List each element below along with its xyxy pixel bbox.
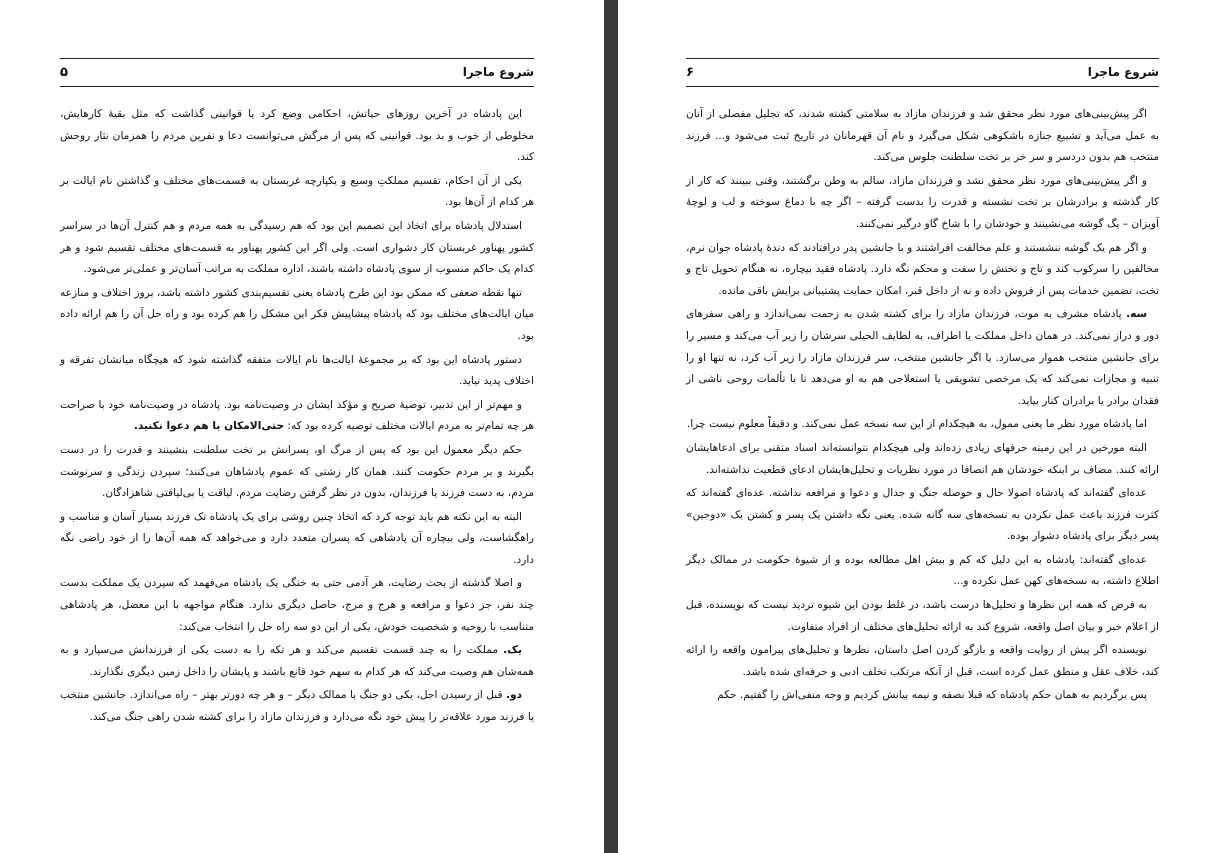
paragraph bbox=[686, 238, 1159, 303]
emphasized-text: سه. bbox=[1126, 308, 1147, 321]
emphasized-text: یک. bbox=[503, 644, 522, 657]
paragraph bbox=[60, 573, 534, 638]
running-title: شروع ماجرا bbox=[462, 65, 534, 79]
paragraph-text: این پادشاه در آخرین روزهای حیاتش، احکامی وضع کرد یا قوانینی گذاشت که مثل بقیهٔ کارهایش، مخلوطی از خوب و بد بود. قوانینی که پس از مرگش می‌توانست دعا و نفرین مردم را همزمان نثار روحش کند. bbox=[60, 108, 534, 164]
paragraph bbox=[60, 395, 534, 438]
page-header bbox=[686, 58, 1159, 85]
page-header bbox=[60, 58, 534, 85]
paragraph-text: حکم دیگر معمول این بود که پس از مرگ او، پسرانش بر تخت سلطنت بنشینند و قدرت را در دست بگیرند و بر مردم حکومت کنند. همان کار زشتی که عموم پادشاهان می‌کنند؛ سپردن زندگی و سرنوشت مردم، به دست فرزند یا فرزندان، بدون در نظر گرفتن رضایت مردم. لیاقت یا بی‌لیاقتی شاهزادگان. bbox=[60, 443, 534, 500]
paragraph bbox=[60, 685, 534, 728]
paragraph bbox=[686, 171, 1159, 236]
paragraph-text: پادشاه مشرف به موت، فرزندان مازاد را برای کشته شدن به زحمت نمی‌اندازد و راهی سفرهای دور و دراز نمی‌کند. در همان داخل مملکت یا اطراف، به لطایف الحیلی سرشان را زیر آب می‌کند و مسیر را برای جانشین منتخب هموار می‌سازد. یا اگر جانشین منتخب، سر فرزندان مازاد را زیر آب کرد، نه تنها او را تنبیه و مجازات نمی‌کند که یک مرخصی تشویقی یا استعلاجی هم به او می‌دهد تا با تألمات روحی ناشی از فقدان برادر یا برادران کنار بیاید. bbox=[686, 308, 1159, 407]
paragraph-text: تنها نقطه ضعفی که ممکن بود این طرح پادشاه یعنی تقسیم‌بندی کشور داشته باشد، بروز اختلاف و منازعه میان ایالت‌های مختلف بود که پادشاه پیشاپیش فکر این مشکل را هم کرده بود و راه حل آن را هم ارائه داده بود. bbox=[60, 286, 534, 342]
paragraph bbox=[60, 283, 534, 348]
paragraph bbox=[60, 216, 534, 281]
paragraph-text: پس برگردیم به همان حکم پادشاه که قبلا نصفه و نیمه بیانش کردیم و وجه منفی‌اش را گفتیم. حکم bbox=[717, 689, 1147, 702]
paragraph-text: یکی از آن احکام، تقسیم مملکتِ وسیع و یکپارچه غربستان به قسمت‌های مختلف و گذاشتن نام ایالت بر هر کدام از آن‌ها بود. bbox=[60, 174, 534, 209]
paragraph bbox=[686, 483, 1159, 548]
paragraph-text: قبل از رسیدن اجل، یکی دو جنگ با ممالک دیگر – و هر چه دورتر بهتر – راه می‌اندازد. جانشین منتخب یا فرزند مورد علاقه‌تر را پیش خود نگه می‌دارد و فرزندان مازاد را برای کشته شدن راهی جنگ می‌کند. bbox=[60, 689, 534, 724]
paragraph-text: اگر پیش‌بینی‌های مورد نظر محقق شد و فرزندان مازاد به سلامتی کشته شدند، که تجلیل مفصلی از آنان به عمل می‌آید و تشییع جنازه باشکوهی شکل می‌گیرد و نام آن قهرمانان در تاریخ ثبت می‌شود و... فرزند منتخب هم بدون دردسر و سر خر بر تخت سلطنت جلوس می‌کند. bbox=[686, 108, 1159, 164]
paragraph-text: و اگر هم یک گوشه ننشستند و علم مخالفت افراشتند و با جانشین پدر درافتادند که دندهٔ پادشاه جوان نرم، مخالفین را سرکوب کند و تاج و تختش را سفت و محکم نگه دارد. پادشاه فقید بیچاره، نه هنگام تحویل تاج و تخت، تضمین خدمات پس از فروش داده و نه از داخل قبر، امکان حمایت پشتیبانی برایش باقی مانده. bbox=[686, 241, 1159, 297]
paragraph bbox=[686, 104, 1159, 169]
paragraph bbox=[686, 438, 1159, 481]
paragraph-text: و اگر پیش‌بینی‌های مورد نظر محقق نشد و فرزندان مازاد، سالم به وطن برگشتند، وقتی ببینند که کار از کار گذشته و برادرشان بر تخت نشسته و قدرت را بدست گرفته – اگر چه با دماغ سوخته و لب و لوچهٔ آویزان – یگ گوشه می‌نشینند و خودشان را با شاخ گاو درگیر نمی‌کنند. bbox=[686, 174, 1159, 230]
paragraph bbox=[60, 507, 534, 572]
page-body bbox=[60, 104, 534, 731]
page-body bbox=[686, 104, 1159, 709]
emphasized-text: دو. bbox=[505, 689, 522, 702]
paragraph-text: عده‌ای گفته‌اند که پادشاه اصولا حال و حوصله جنگ و جدال و دعوا و مرافعه نداشته. عده‌ای گفته‌اند که کثرت فرزند باعث عمل نکردن به نسخه‌های سه گانه شده. یعنی نگه داشتن یک پسر و کشتن یک «دوجین» پسر دیگر برای پادشاه دشوار بوده. bbox=[686, 487, 1159, 543]
paragraph bbox=[686, 595, 1159, 638]
book-gutter bbox=[604, 0, 618, 853]
paragraph bbox=[686, 304, 1159, 412]
paragraph bbox=[60, 640, 534, 683]
paragraph bbox=[686, 414, 1159, 436]
paragraph bbox=[60, 440, 534, 505]
paragraph bbox=[686, 550, 1159, 593]
paragraph-text: و اصلا گذشته از بحث رضایت، هر آدمی حتی به خنگی یک پادشاه می‌فهمد که سپردن یک مملکت بدست چند نفر، جز دعوا و مرافعه و هرج و مرج، حاصل دیگری ندارد. هنگام مواجهه با این معضل، هر پادشاهی متناسب با روحیه و شخصیت خودش، یکی از این دو سه راه حل را انتخاب می‌کند: bbox=[60, 577, 534, 633]
paragraph-text: نویسنده اگر پیش از روایت واقعه و بازگو کردن اصل داستان، نظرها و تحلیل‌های پیرامون واقعه را ارائه کند، خلاف عقل و منطق عمل کرده است، قبل از آنکه مرتکب تخلف ادبی و حرفه‌ای شده باشد. bbox=[686, 644, 1159, 678]
running-title: شروع ماجرا bbox=[1087, 65, 1159, 79]
paragraph bbox=[60, 104, 534, 169]
page-number: ۵ bbox=[60, 64, 68, 80]
paragraph-text: دستور پادشاه این بود که بر مجموعهٔ ایالت‌ها نام ایالات متفقه گذاشته شود که هیچگاه میانشان تفرقه و اختلاف پدید نیاید. bbox=[60, 353, 534, 388]
paragraph-text: و مهم‌تر از این تدبیر، توصیهٔ صریح و مؤکد ایشان در وصیت‌نامه بود. پادشاه در وصیت‌نامه خود با صراحت هر چه تمام‌تر به مردم ایالات مختلف توصیه کرده بود که: bbox=[60, 398, 534, 433]
paragraph bbox=[686, 685, 1159, 707]
header-rule bbox=[686, 86, 1159, 87]
page-number: ۶ bbox=[686, 64, 694, 80]
header-rule bbox=[60, 86, 534, 87]
paragraph bbox=[60, 350, 534, 393]
right-page bbox=[618, 0, 1225, 853]
paragraph-text: مملکت را به چند قسمت تقسیم می‌کند و هر تکه را به دست یکی از فرزندانش می‌سپارد و به همه‌شان هم وصیت می‌کند که هر کدام به سهم خود قانع باشند و پایشان را داخل زمین دیگری نگذارند. bbox=[60, 644, 534, 678]
paragraph-text: عده‌ای گفته‌اند: پادشاه به این دلیل که کم و بیش اهل مطالعه بوده و از شیوهٔ حکومت در ممالک دیگر اطلاع داشته، به نسخه‌های کهن عمل نکرده و... bbox=[686, 553, 1159, 588]
paragraph-text: به فرض که همه این نظرها و تحلیل‌ها درست باشد، در غلط بودن این شیوه تردید نیست که نویسنده، قبل از اعلام خبر و بیان اصل واقعه، شروع کند به ارائه تحلیل‌های مختلف از افراد متفاوت. bbox=[686, 599, 1159, 633]
emphasized-text: حتی‌الامکان با هم دعوا نکنید. bbox=[133, 420, 285, 433]
left-page bbox=[0, 0, 604, 853]
paragraph-text: البته مورخین در این زمینه حرفهای زیادی زده‌اند ولی هیچکدام نتوانسته‌اند اسناد متقنی برای ادعاهایشان ارائه کنند. مضاف بر اینکه خودشان هم انصافا در مورد نظریات و تحلیل‌هایشان ادعای قطعیت نداشته‌اند. bbox=[686, 441, 1159, 476]
paragraph bbox=[60, 171, 534, 214]
paragraph bbox=[686, 640, 1159, 683]
paragraph-text: اما پادشاه مورد نظر ما یعنی ممول، به هیچکدام از این سه نسخه عمل نمی‌کند. و دقیقاً معلوم نیست چرا. bbox=[686, 418, 1147, 431]
paragraph-text: البته به این نکته هم باید توجه کرد که اتخاذ چنین روشی برای یک پادشاه تک فرزند بسیار آسان و مناسب و راهگشاست، ولی بیچاره آن پادشاهی که پسران متعدد دارد و می‌خواهد که همه آن‌ها را از خود راضی نگه دارد. bbox=[60, 510, 534, 566]
paragraph-text: استدلال پادشاه برای اتخاذ این تصمیم این بود که هم رسیدگی به همه مردم و هم کنترل آن‌ها در سراسر کشور پهناور غربستان کار دشواری است. ولی اگر این کشور پهناور به قسمت‌های مختلف تقسیم شود و هر کدام یک حاکم منسوب از سوی پادشاه داشته باشند، اداره مملکت به مراتب آسان‌تر و عملی‌تر می‌شود. bbox=[60, 219, 534, 276]
